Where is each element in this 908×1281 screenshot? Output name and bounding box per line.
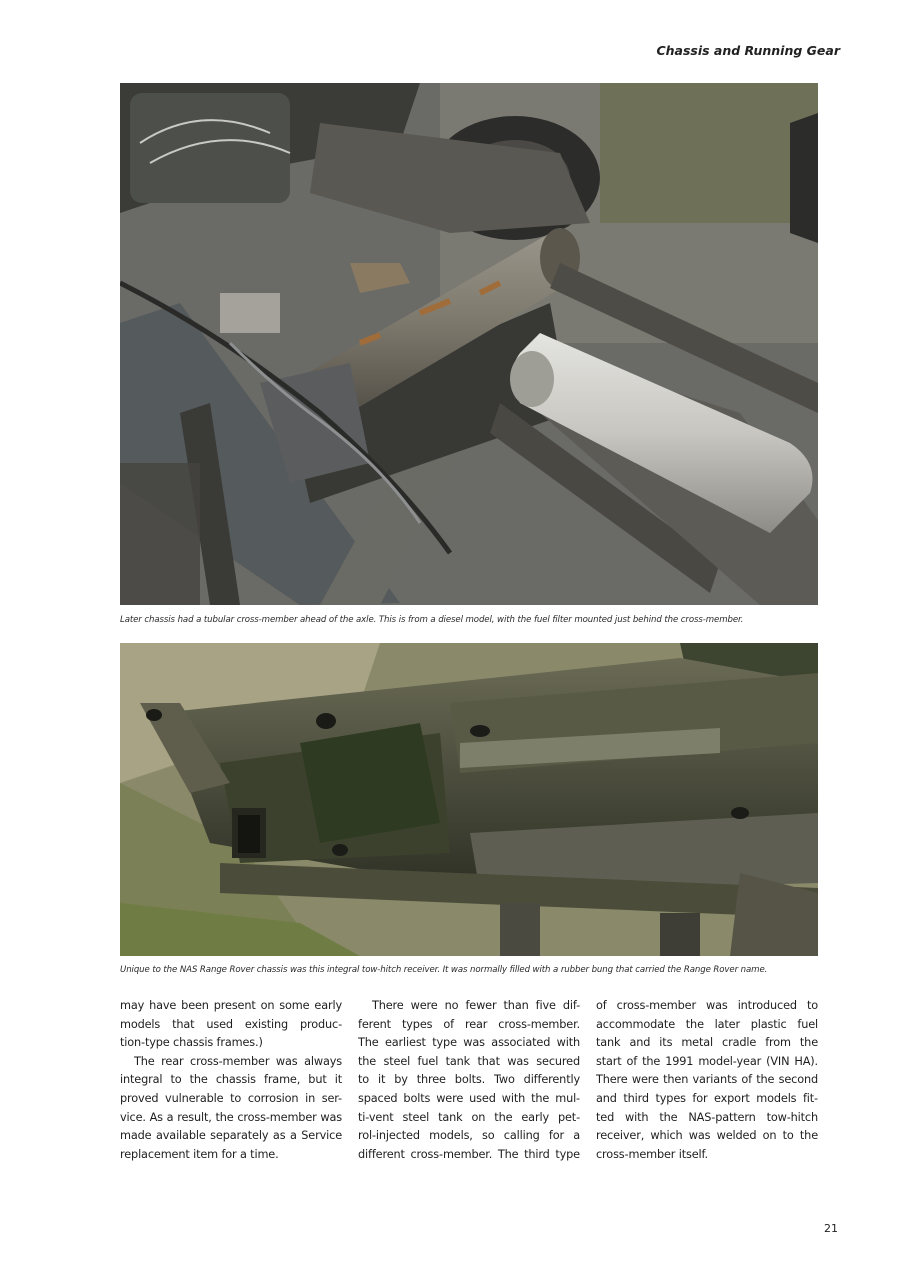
text-line: and third types for export models fit- (596, 1091, 818, 1105)
chassis-crossmember-photo (120, 83, 818, 605)
text-line: There were no fewer than five dif- (372, 999, 580, 1012)
tow-hitch-receiver-photo (120, 643, 818, 956)
text-line: vice. As a result, the cross-member was (120, 1110, 342, 1124)
text-line: receiver, which was welded on to the (596, 1129, 818, 1143)
text-line: ted with the NAS-pattern tow-hitch (596, 1110, 818, 1124)
text-line: ti-vent steel tank on the early pet- (358, 1110, 580, 1124)
figure-caption: Unique to the NAS Range Rover chassis was this integral tow-hitch receiver. It was normally filled with a rubber bung that carried the Range Rover name. (120, 965, 768, 975)
text-line: The earliest type was associated with (358, 1036, 580, 1050)
body-column-3 (596, 997, 818, 1164)
text-line: of cross-member was introduced to (596, 999, 818, 1012)
text-line: accommodate the later plastic fuel (596, 1017, 818, 1031)
text-line: spaced bolts were used with the mul- (358, 1091, 580, 1105)
text-line: made available separately as a Service (120, 1129, 342, 1143)
text-line: to it by three bolts. Two differently (358, 1073, 580, 1087)
text-line: models that used existing produc- (120, 1017, 342, 1031)
text-line: There were then variants of the second (596, 1073, 818, 1087)
text-line: proved vulnerable to corrosion in ser- (120, 1091, 342, 1105)
page-number: 21 (824, 1222, 838, 1235)
text-line: replacement item for a time. (120, 1147, 279, 1161)
text-line: tank and its metal cradle from the (596, 1036, 818, 1050)
text-line: ferent types of rear cross-member. (358, 1017, 580, 1031)
text-line: integral to the chassis frame, but it (120, 1073, 342, 1087)
text-line: start of the 1991 model-year (VIN HA). (596, 1054, 818, 1068)
text-line: different cross-member. The third type (358, 1147, 580, 1161)
running-head: Chassis and Running Gear (656, 43, 840, 58)
body-column-2 (358, 997, 580, 1164)
text-line: cross-member itself. (596, 1147, 708, 1161)
body-column-1 (120, 997, 342, 1164)
text-line: may have been present on some early (120, 999, 342, 1012)
text-line: the steel fuel tank that was secured (358, 1054, 580, 1068)
text-line: The rear cross-member was always (134, 1054, 342, 1068)
text-line: tion-type chassis frames.) (120, 1036, 263, 1050)
figure-caption: Later chassis had a tubular cross-member ahead of the axle. This is from a diesel model, with the fuel filter mounted just behind the cross-member. (120, 615, 744, 625)
text-line: rol-injected models, so calling for a (358, 1129, 580, 1143)
